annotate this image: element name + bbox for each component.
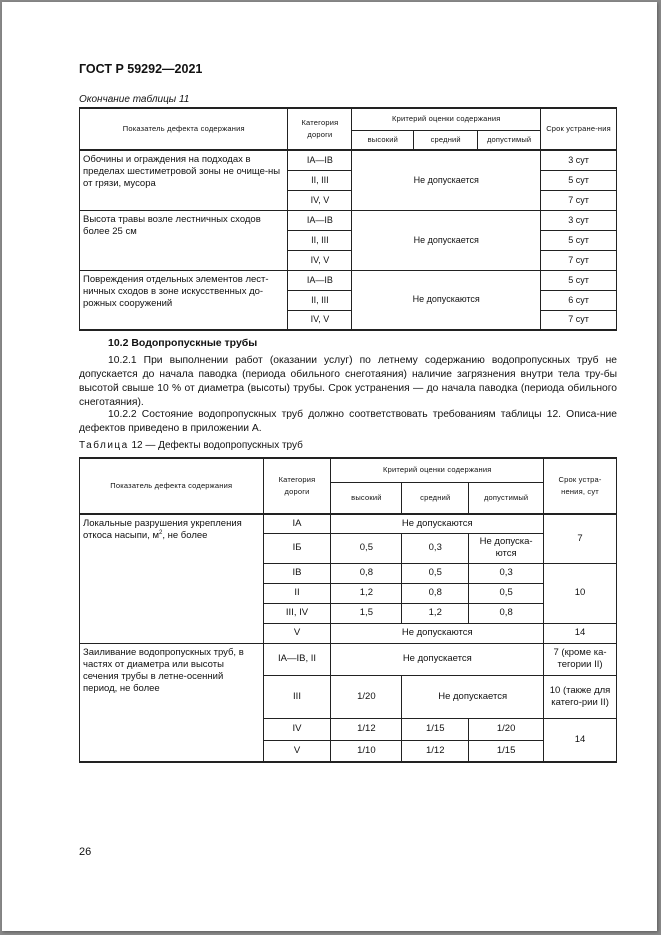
- high-cell: 0,8: [331, 563, 402, 583]
- acceptable-cell: 1/15: [469, 740, 544, 762]
- category-cell: IA—IB: [288, 270, 352, 290]
- category-cell: V: [263, 740, 331, 762]
- table-row: [80, 643, 617, 675]
- criterion-cell: Не допускается: [352, 150, 541, 210]
- medium-cell: 0,8: [402, 583, 469, 603]
- deadline-cell: 10: [544, 563, 617, 623]
- paragraph-10-2-2: [79, 408, 617, 436]
- header-indicator: Показатель дефекта содержания: [80, 108, 288, 150]
- table-12-caption: [79, 440, 303, 451]
- header-criteria: Критерий оценки содержания: [352, 108, 541, 130]
- paragraph-10-2-1: [79, 354, 617, 410]
- document-page: [2, 2, 657, 931]
- header-criteria: Критерий оценки содержания: [331, 458, 544, 482]
- caption-rest: 12 — Дефекты водопропускных труб: [131, 440, 303, 451]
- category-cell: III: [263, 675, 331, 718]
- header-medium: средний: [402, 482, 469, 514]
- deadline-cell: 6 сут: [541, 290, 617, 310]
- table-11: [79, 107, 617, 331]
- medium-cell: 0,5: [402, 563, 469, 583]
- medium-cell: 1,2: [402, 603, 469, 623]
- indicator-cell: Заиливание водопропускных труб, в частях от диаметра или высоты сечения трубы в летне-осенний период, не более: [80, 643, 264, 762]
- header-indicator: Показатель дефекта содержания: [80, 458, 264, 514]
- category-cell: IA—IB: [288, 150, 352, 170]
- high-cell: 1/10: [331, 740, 402, 762]
- criterion-cell: Не допускаются: [352, 270, 541, 330]
- header-high: высокий: [331, 482, 402, 514]
- category-cell: III, IV: [263, 603, 331, 623]
- table-row: [80, 270, 617, 290]
- header-high: высокий: [352, 130, 414, 150]
- category-cell: IВ: [263, 563, 331, 583]
- deadline-cell: 5 сут: [541, 230, 617, 250]
- category-cell: II, III: [288, 290, 352, 310]
- category-cell: IБ: [263, 533, 331, 563]
- deadline-cell: 14: [544, 718, 617, 762]
- caption-word: Таблица: [79, 440, 129, 451]
- category-cell: II, III: [288, 170, 352, 190]
- paragraph-text: 10.2.1 При выполнении работ (оказании услуг) по летнему содержанию водопропускных труб не допускается до начала паводка (периода обильного снеготаяния) наличие загрязнения внутри тела тру-бы высотой свыше 10 % от диаметра (высоты) трубы. Срок устранения — до начала паводка (периода обильного снеготаяния).: [79, 355, 617, 408]
- deadline-cell: 7 сут: [541, 190, 617, 210]
- category-cell: IV: [263, 718, 331, 740]
- criterion-cell: Не допускаются: [331, 514, 544, 533]
- indicator-tail: , не более: [162, 530, 208, 541]
- indicator-cell: Обочины и ограждения на подходах в пределах шестиметровой зоны не очище-ны от грязи, мусора: [80, 150, 288, 210]
- paragraph-text: 10.2.2 Состояние водопропускных труб должно соответствовать требованиям таблицы 12. Описа-ние дефектов приведено в приложении А.: [79, 409, 617, 434]
- high-cell: 1/20: [331, 675, 402, 718]
- acceptable-cell: 0,3: [469, 563, 544, 583]
- criterion-cell: Не допускаются: [331, 623, 544, 643]
- acceptable-cell: 0,5: [469, 583, 544, 603]
- deadline-cell: 5 сут: [541, 270, 617, 290]
- header-deadline: Срок устране-ния: [541, 108, 617, 150]
- deadline-cell: 7: [544, 514, 617, 563]
- table-11-continuation-caption: Окончание таблицы 11: [79, 94, 190, 105]
- medium-cell: 0,3: [402, 533, 469, 563]
- high-cell: 1,5: [331, 603, 402, 623]
- deadline-cell: 3 сут: [541, 150, 617, 170]
- high-cell: 1/12: [331, 718, 402, 740]
- deadline-cell: 5 сут: [541, 170, 617, 190]
- indicator-text: Локальные разрушения укрепления откоса насыпи, м: [83, 518, 242, 541]
- category-cell: IA—IB: [288, 210, 352, 230]
- deadline-cell: 7 сут: [541, 250, 617, 270]
- header-medium: средний: [414, 130, 478, 150]
- indicator-cell: Высота травы возле лестничных сходов более 25 см: [80, 210, 288, 270]
- criterion-cell: Не допускается: [331, 643, 544, 675]
- indicator-cell: Повреждения отдельных элементов лест-ничных сходов в зоне искусственных до-рожных сооружений: [80, 270, 288, 330]
- table-row: [80, 514, 617, 533]
- category-cell: IV, V: [288, 310, 352, 330]
- category-cell: II: [263, 583, 331, 603]
- category-cell: II, III: [288, 230, 352, 250]
- indicator-cell: [80, 514, 264, 643]
- high-cell: 1,2: [331, 583, 402, 603]
- header-deadline: Срок устра-нения, сут: [544, 458, 617, 514]
- deadline-cell: 7 (кроме ка-тегории II): [544, 643, 617, 675]
- acceptable-cell: Не допуска-ются: [469, 533, 544, 563]
- header-category: Категория дороги: [263, 458, 331, 514]
- unit-superscript: 2: [159, 529, 163, 536]
- deadline-cell: 3 сут: [541, 210, 617, 230]
- category-cell: IA: [263, 514, 331, 533]
- category-cell: IA—IB, II: [263, 643, 331, 675]
- acceptable-cell: 1/20: [469, 718, 544, 740]
- medium-cell: 1/12: [402, 740, 469, 762]
- criterion-cell: Не допускается: [352, 210, 541, 270]
- header-acceptable: допустимый: [478, 130, 541, 150]
- category-cell: IV, V: [288, 250, 352, 270]
- category-cell: V: [263, 623, 331, 643]
- page-number: 26: [79, 846, 92, 858]
- deadline-cell: 14: [544, 623, 617, 643]
- criterion-cell: Не допускается: [402, 675, 544, 718]
- document-header: ГОСТ Р 59292—2021: [79, 62, 203, 76]
- medium-cell: 1/15: [402, 718, 469, 740]
- acceptable-cell: 0,8: [469, 603, 544, 623]
- deadline-cell: 7 сут: [541, 310, 617, 330]
- high-cell: 0,5: [331, 533, 402, 563]
- section-title: 10.2 Водопропускные трубы: [108, 337, 258, 349]
- table-12: [79, 457, 617, 763]
- header-category: Категория дороги: [288, 108, 352, 150]
- header-acceptable: допустимый: [469, 482, 544, 514]
- deadline-cell: 10 (также для катего-рии II): [544, 675, 617, 718]
- category-cell: IV, V: [288, 190, 352, 210]
- table-row: [80, 150, 617, 170]
- table-row: [80, 210, 617, 230]
